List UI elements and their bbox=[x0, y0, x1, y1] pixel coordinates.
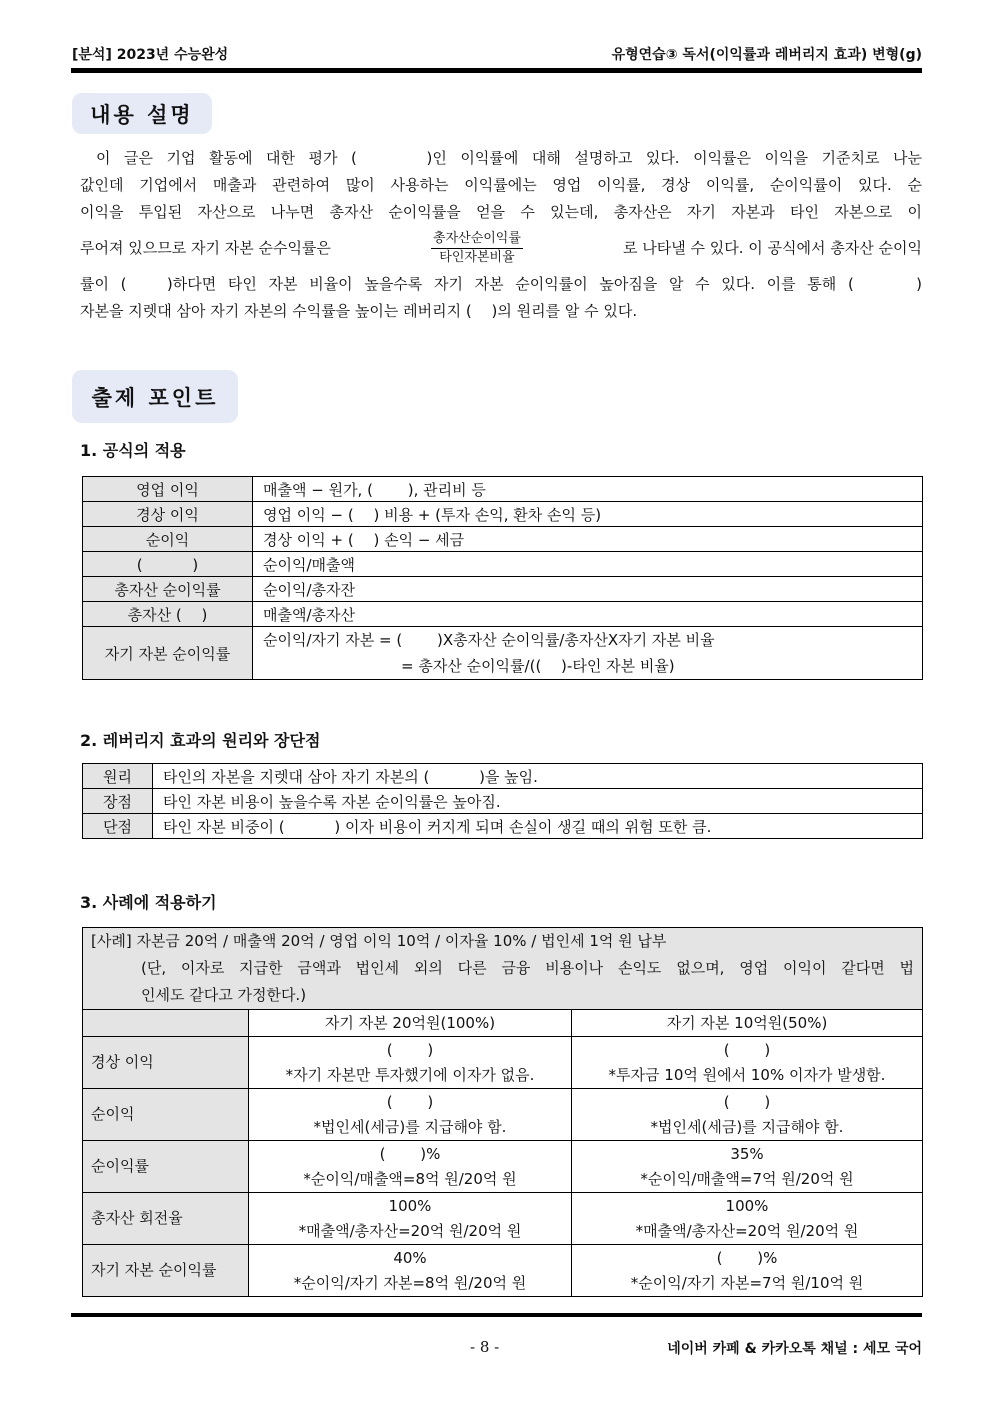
row-label: 경상 이익 bbox=[83, 1037, 249, 1089]
case-table bbox=[82, 927, 923, 1297]
formula-fraction bbox=[431, 230, 523, 267]
cell bbox=[249, 1245, 572, 1297]
table-value: 타인 자본 비중이 ( ) 이자 비용이 커지게 되며 손실이 생길 때의 위험 또한 큼. bbox=[153, 814, 923, 839]
section-title-content: 내용 설명 bbox=[72, 93, 212, 134]
para-line-4 bbox=[80, 226, 922, 270]
case-line-2: (단, 이자로 지급한 금액과 법인세 외의 다른 금융 비용이나 손익도 없으며, 영업 이익이 같다면 법 bbox=[141, 959, 914, 977]
table-label: 단점 bbox=[83, 814, 153, 839]
table-label: 경상 이익 bbox=[83, 502, 253, 527]
case-row bbox=[83, 928, 923, 1010]
table-label: 자기 자본 순이익률 bbox=[83, 627, 253, 680]
case-line-1: [사례] 자본금 20억 / 매출액 20억 / 영업 이익 10억 / 이자율 10% / 법인세 1억 원 납부 bbox=[91, 932, 667, 950]
cell-note: *순이익/자기 자본=8억 원/20억 원 bbox=[293, 1273, 527, 1292]
para-line-6: 자본을 지렛대 삼아 자기 자본의 수익률을 높이는 레버리지 ( )의 원리를 알 수 있다. bbox=[80, 302, 638, 320]
formula-line-2: = 총자산 순이익률/(( )-타인 자본 비율) bbox=[401, 657, 675, 675]
table-row bbox=[83, 577, 923, 602]
table-label: 총자산 순이익률 bbox=[83, 577, 253, 602]
para-line-2: 값인데 기업에서 매출과 관련하여 많이 사용하는 이익률에는 영업 이익률, 경상 이익률, 순이익률이 있다. 순 bbox=[80, 176, 922, 194]
cell-value: 40% bbox=[393, 1248, 427, 1267]
para-line-4-after: 로 나타낼 수 있다. 이 공식에서 총자산 순이익 bbox=[623, 239, 922, 257]
corner-cell bbox=[83, 1010, 249, 1037]
table-value: 경상 이익 + ( ) 손익 − 세금 bbox=[253, 527, 923, 552]
table-row bbox=[83, 627, 923, 680]
formula-line-1: 순이익/자기 자본 = ( )X총자산 순이익률/총자산X자기 자본 비율 bbox=[263, 631, 715, 649]
cell-value: ( ) bbox=[723, 1040, 771, 1059]
cell-note: *투자금 10억 원에서 10% 이자가 발생함. bbox=[608, 1065, 886, 1084]
table-label: 영업 이익 bbox=[83, 477, 253, 502]
cell bbox=[249, 1037, 572, 1089]
subheading-formula: 1. 공식의 적용 bbox=[80, 441, 186, 460]
subheading-case: 3. 사례에 적용하기 bbox=[80, 893, 217, 912]
cell-value: ( ) bbox=[386, 1040, 434, 1059]
footer-channel: 네이버 카페 & 카카오톡 채널 : 세모 국어 bbox=[667, 1341, 922, 1357]
table-row bbox=[83, 1089, 923, 1141]
table-row bbox=[83, 502, 923, 527]
table-value: 타인의 자본을 지렛대 삼아 자기 자본의 ( )을 높임. bbox=[153, 764, 923, 789]
table-row bbox=[83, 814, 923, 839]
cell bbox=[572, 1193, 923, 1245]
formula-table bbox=[82, 476, 923, 680]
table-row bbox=[83, 1037, 923, 1089]
case-header-row bbox=[83, 1010, 923, 1037]
table-value bbox=[253, 627, 923, 680]
cell-value: 100% bbox=[725, 1196, 769, 1215]
cell bbox=[572, 1089, 923, 1141]
row-label: 총자산 회전율 bbox=[83, 1193, 249, 1245]
table-row bbox=[83, 477, 923, 502]
cell-note: *자기 자본만 투자했기에 이자가 없음. bbox=[285, 1065, 535, 1084]
cell-value: ( )% bbox=[379, 1144, 441, 1163]
leverage-table bbox=[82, 763, 923, 839]
section-title-points: 출제 포인트 bbox=[72, 370, 238, 423]
cell-value: ( ) bbox=[723, 1092, 771, 1111]
para-line-1: 이 글은 기업 활동에 대한 평가 ( )인 이익률에 대해 설명하고 있다. 이익률은 이익을 기준치로 나눈 bbox=[96, 149, 922, 167]
content-paragraph bbox=[80, 145, 922, 325]
table-label: 총자산 ( ) bbox=[83, 602, 253, 627]
cell-note: *순이익/매출액=7억 원/20억 원 bbox=[640, 1169, 854, 1188]
cell bbox=[249, 1193, 572, 1245]
column-header: 자기 자본 20억원(100%) bbox=[249, 1010, 572, 1037]
cell-note: *매출액/총자산=20억 원/20억 원 bbox=[635, 1221, 859, 1240]
table-label: 원리 bbox=[83, 764, 153, 789]
table-row bbox=[83, 527, 923, 552]
cell-value: ( )% bbox=[716, 1248, 778, 1267]
footer-rule bbox=[71, 1313, 922, 1317]
table-value: 타인 자본 비용이 높을수록 자본 순이익률은 높아짐. bbox=[153, 789, 923, 814]
case-description bbox=[83, 928, 923, 1010]
cell-note: *법인세(세금)를 지급해야 함. bbox=[650, 1117, 844, 1136]
row-label: 순이익률 bbox=[83, 1141, 249, 1193]
header-left: [분석] 2023년 수능완성 bbox=[72, 47, 229, 63]
cell-note: *순이익/매출액=8억 원/20억 원 bbox=[303, 1169, 517, 1188]
table-value: 매출액 − 원가, ( ), 관리비 등 bbox=[253, 477, 923, 502]
page-number: - 8 - bbox=[470, 1338, 500, 1356]
cell bbox=[572, 1037, 923, 1089]
case-line-3: 인세도 같다고 가정한다.) bbox=[141, 986, 307, 1004]
table-label: 장점 bbox=[83, 789, 153, 814]
cell-value: ( ) bbox=[386, 1092, 434, 1111]
table-row bbox=[83, 602, 923, 627]
row-label: 순이익 bbox=[83, 1089, 249, 1141]
table-value: 영업 이익 − ( ) 비용 + (투자 손익, 환차 손익 등) bbox=[253, 502, 923, 527]
cell-value: 35% bbox=[730, 1144, 764, 1163]
table-row bbox=[83, 764, 923, 789]
cell-note: *법인세(세금)를 지급해야 함. bbox=[313, 1117, 507, 1136]
cell-note: *매출액/총자산=20억 원/20억 원 bbox=[298, 1221, 522, 1240]
page-header bbox=[72, 44, 922, 66]
para-line-5: 률이 ( )하다면 타인 자본 비율이 높을수록 자기 자본 순이익률이 높아짐을 알 수 있다. 이를 통해 ( ) bbox=[80, 275, 922, 293]
fraction-denominator: 타인자본비율 bbox=[439, 249, 515, 265]
table-row bbox=[83, 1193, 923, 1245]
cell-note: *순이익/자기 자본=7억 원/10억 원 bbox=[630, 1273, 864, 1292]
table-row bbox=[83, 1245, 923, 1297]
table-label: 순이익 bbox=[83, 527, 253, 552]
cell bbox=[249, 1141, 572, 1193]
para-line-4-before: 루어져 있으므로 자기 자본 순수익률은 bbox=[80, 239, 331, 257]
subheading-leverage: 2. 레버리지 효과의 원리와 장단점 bbox=[80, 731, 321, 750]
table-value: 순이익/총자잔 bbox=[253, 577, 923, 602]
cell-value: 100% bbox=[388, 1196, 432, 1215]
para-line-3: 이익을 투입된 자산으로 나누면 총자산 순이익률을 얻을 수 있는데, 총자산은 자기 자본과 타인 자본으로 이 bbox=[80, 203, 922, 221]
cell bbox=[572, 1141, 923, 1193]
table-row bbox=[83, 1141, 923, 1193]
table-value: 순이익/매출액 bbox=[253, 552, 923, 577]
table-label: ( ) bbox=[83, 552, 253, 577]
table-value: 매출액/총자산 bbox=[253, 602, 923, 627]
cell bbox=[249, 1089, 572, 1141]
cell bbox=[572, 1245, 923, 1297]
table-row bbox=[83, 552, 923, 577]
fraction-numerator: 총자산순이익률 bbox=[431, 230, 523, 249]
column-header: 자기 자본 10억원(50%) bbox=[572, 1010, 923, 1037]
row-label: 자기 자본 순이익률 bbox=[83, 1245, 249, 1297]
header-right: 유형연습③ 독서(이익률과 레버리지 효과) 변형(g) bbox=[611, 47, 922, 63]
table-row bbox=[83, 789, 923, 814]
header-rule bbox=[71, 68, 922, 73]
